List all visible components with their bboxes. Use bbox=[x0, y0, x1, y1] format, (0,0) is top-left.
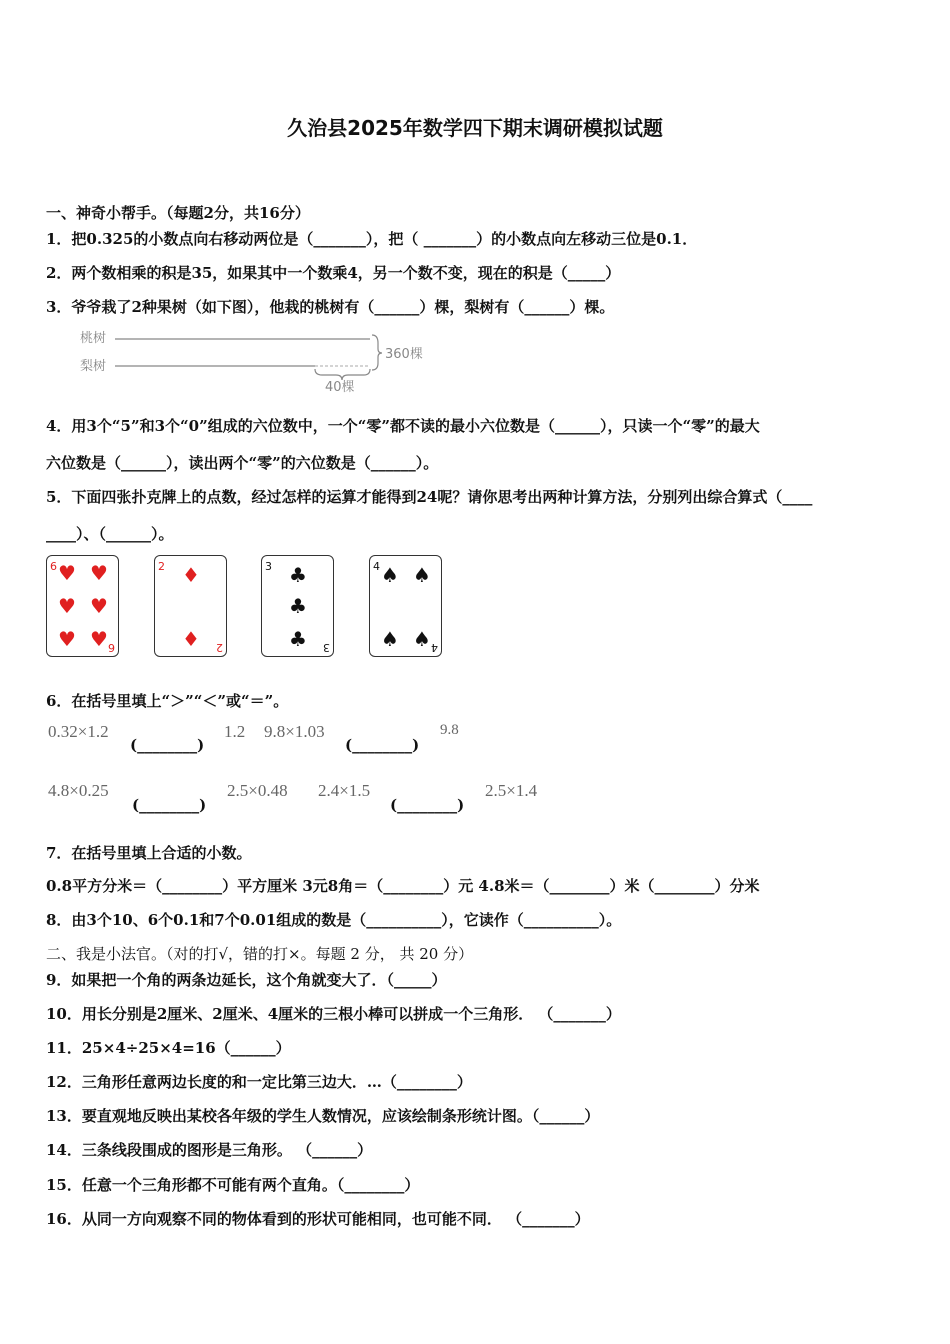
question-5-line-1: 5．下面四张扑克牌上的点数，经过怎样的运算才能得到24呢？请你思考出两种计算方法，分别列出综合算式（____ bbox=[46, 488, 813, 506]
card-1-pip: ♥ bbox=[90, 561, 108, 585]
card-three-clubs bbox=[261, 555, 334, 657]
question-9: 9．如果把一个角的两条边延长，这个角就变大了．（_____） bbox=[46, 971, 447, 989]
question-2: 2．两个数相乘的积是35，如果其中一个数乘4，另一个数不变，现在的积是（_____） bbox=[46, 264, 621, 282]
question-4-line-2: 六位数是（______），读出两个“零”的六位数是（______）。 bbox=[46, 454, 439, 472]
question-1: 1．把0.325的小数点向右移动两位是（_______），把（ _______）的小数点向左移动三位是0.1． bbox=[46, 230, 698, 248]
compare-c-right: 2.5×0.48 bbox=[227, 781, 288, 800]
card-2-rank-bottom: 2 bbox=[216, 641, 223, 654]
compare-b-blank: (________) bbox=[345, 736, 420, 754]
card-1-pip: ♥ bbox=[58, 594, 76, 618]
question-7-blanks: 0.8平方分米＝（________）平方厘米 3元8角＝（________）元 4.8米＝（________）米（________）分米 bbox=[46, 877, 760, 895]
card-1-rank-bottom: 6 bbox=[108, 641, 115, 654]
card-two-diamonds bbox=[154, 555, 227, 657]
compare-b-left: 9.8×1.03 bbox=[264, 722, 325, 741]
compare-a-blank: (________) bbox=[130, 736, 205, 754]
pear-label: 梨树 bbox=[80, 359, 107, 374]
total-label: 360棵 bbox=[385, 347, 423, 362]
tree-line-diagram bbox=[70, 325, 450, 395]
question-10: 10．用长分别是2厘米、2厘米、4厘米的三根小棒可以拼成一个三角形． （_______） bbox=[46, 1005, 621, 1023]
section-2-heading: 二、我是小法官。（对的打√，错的打×。每题 2 分， 共 20 分） bbox=[46, 945, 474, 963]
compare-d-left: 2.4×1.5 bbox=[318, 781, 371, 800]
compare-a-left: 0.32×1.2 bbox=[48, 722, 109, 741]
card-3-rank-bottom: 3 bbox=[323, 641, 330, 654]
question-15: 15．任意一个三角形都不可能有两个直角。（________） bbox=[46, 1176, 420, 1194]
card-4-pip: ♠ bbox=[381, 563, 399, 587]
compare-c-left: 4.8×0.25 bbox=[48, 781, 109, 800]
card-2-pip: ♦ bbox=[182, 563, 200, 587]
question-8: 8．由3个10、6个0.1和7个0.01组成的数是（__________），它读作（__________）。 bbox=[46, 911, 622, 929]
question-16: 16．从同一方向观察不同的物体看到的形状可能相同，也可能不同． （_______） bbox=[46, 1210, 590, 1228]
compare-d-right: 2.5×1.4 bbox=[485, 781, 538, 800]
question-4-line-1: 4．用3个“5”和3个“0”组成的六位数中，一个“零”都不读的最小六位数是（______），只读一个“零”的最大 bbox=[46, 417, 760, 435]
question-14: 14．三条线段围成的图形是三角形。 （______） bbox=[46, 1141, 373, 1159]
card-1-pip: ♥ bbox=[90, 627, 108, 651]
card-4-pip: ♠ bbox=[413, 563, 431, 587]
card-3-pip: ♣ bbox=[289, 563, 307, 587]
question-12: 12．三角形任意两边长度的和一定比第三边大．…（________） bbox=[46, 1073, 472, 1091]
diff-brace bbox=[315, 369, 370, 380]
card-2-rank: 2 bbox=[158, 560, 165, 573]
compare-a-right: 1.2 bbox=[224, 722, 246, 741]
card-3-rank: 3 bbox=[265, 560, 272, 573]
card-3-pip: ♣ bbox=[289, 627, 307, 651]
card-1-rank: 6 bbox=[50, 560, 57, 573]
section-1-heading: 一、神奇小帮手。（每题2分，共16分） bbox=[46, 204, 310, 222]
total-brace bbox=[372, 335, 382, 370]
peach-label: 桃树 bbox=[80, 331, 107, 346]
card-4-rank-bottom: 4 bbox=[431, 641, 438, 654]
question-7: 7．在括号里填上合适的小数。 bbox=[46, 844, 252, 862]
diff-label: 40棵 bbox=[325, 380, 355, 395]
card-1-pip: ♥ bbox=[58, 561, 76, 585]
question-11: 11．25×4÷25×4=16（______） bbox=[46, 1039, 291, 1057]
card-four-spades bbox=[369, 555, 442, 657]
page-title: 久治县2025年数学四下期末调研模拟试题 bbox=[287, 116, 663, 140]
question-5-line-2: ____）、（______）。 bbox=[46, 525, 174, 543]
compare-c-blank: (________) bbox=[132, 796, 207, 814]
question-13: 13．要直观地反映出某校各年级的学生人数情况，应该绘制条形统计图。（______） bbox=[46, 1107, 600, 1125]
question-6: 6．在括号里填上“＞”“＜”或“＝”。 bbox=[46, 692, 289, 710]
compare-b-right: 9.8 bbox=[440, 722, 459, 738]
card-4-pip: ♠ bbox=[413, 627, 431, 651]
card-six-hearts bbox=[46, 555, 119, 657]
card-4-rank: 4 bbox=[373, 560, 380, 573]
card-4-pip: ♠ bbox=[381, 627, 399, 651]
question-3: 3．爷爷栽了2种果树（如下图），他栽的桃树有（______）棵，梨树有（______）棵。 bbox=[46, 298, 615, 316]
card-1-pip: ♥ bbox=[58, 627, 76, 651]
card-3-pip: ♣ bbox=[289, 594, 307, 618]
compare-d-blank: (________) bbox=[390, 796, 465, 814]
card-1-pip: ♥ bbox=[90, 594, 108, 618]
card-2-pip: ♦ bbox=[182, 627, 200, 651]
